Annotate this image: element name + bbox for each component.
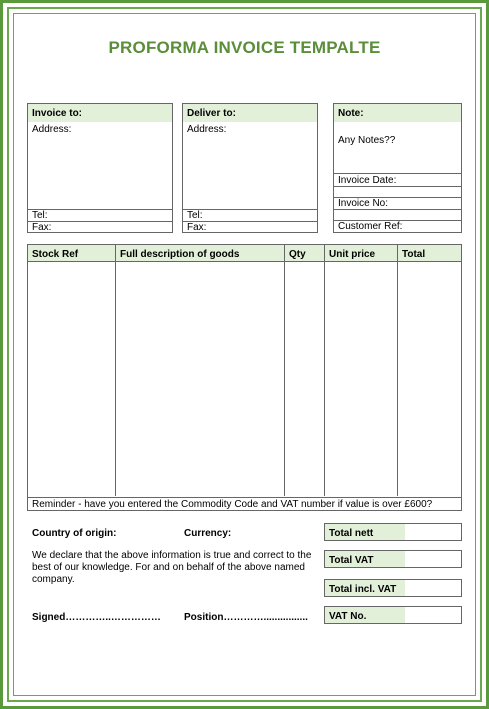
position-label: Position…………................ [184,612,308,623]
note-body: Any Notes?? [338,135,396,146]
col-divider [284,245,285,496]
col-description: Full description of goods [120,249,240,260]
vat-no-box [324,606,462,624]
invoice-to-address-label: Address: [32,124,72,135]
invoice-date-label: Invoice Date: [338,175,397,186]
invoice-to-tel-label: Tel: [32,210,48,221]
customer-ref-label: Customer Ref: [338,221,403,232]
col-divider [115,245,116,496]
deliver-to-box [182,103,318,233]
divider [334,209,461,210]
total-nett-box [324,523,462,541]
deliver-to-fax-label: Fax: [187,222,207,233]
invoice-to-fax-label: Fax: [32,222,52,233]
note-header: Note: [334,104,461,122]
country-of-origin-label: Country of origin: [32,528,117,539]
invoice-to-header: Invoice to: [28,104,172,122]
total-incl-vat-label: Total incl. VAT [329,584,397,595]
divider [183,209,317,210]
total-nett-label: Total nett [329,528,374,539]
total-vat-box [324,550,462,568]
signed-label: Signed…………..…………… [32,612,161,623]
reminder-text: Reminder - have you entered the Commodity Code and VAT number if value is over £600? [32,499,433,510]
col-divider [324,245,325,496]
currency-label: Currency: [184,528,232,539]
col-total: Total [402,249,426,260]
deliver-to-address-label: Address: [187,124,227,135]
total-incl-vat-box [324,579,462,597]
total-vat-label: Total VAT [329,555,374,566]
col-qty: Qty [289,249,306,260]
note-box [333,103,462,233]
col-unit-price: Unit price [329,249,376,260]
deliver-to-tel-label: Tel: [187,210,203,221]
divider [28,209,172,210]
declaration-text: We declare that the above information is true and correct to the best of our knowledge. For and on behalf of the above named company. [32,550,312,585]
divider [334,186,461,187]
divider [28,497,461,498]
divider [334,173,461,174]
items-table [27,244,462,511]
deliver-to-header: Deliver to: [183,104,317,122]
col-divider [397,245,398,496]
page-title: PROFORMA INVOICE TEMPALTE [108,38,381,57]
invoice-no-label: Invoice No: [338,198,389,209]
vat-no-label: VAT No. [329,611,367,622]
col-stock-ref: Stock Ref [32,249,79,260]
invoice-to-box [27,103,173,233]
